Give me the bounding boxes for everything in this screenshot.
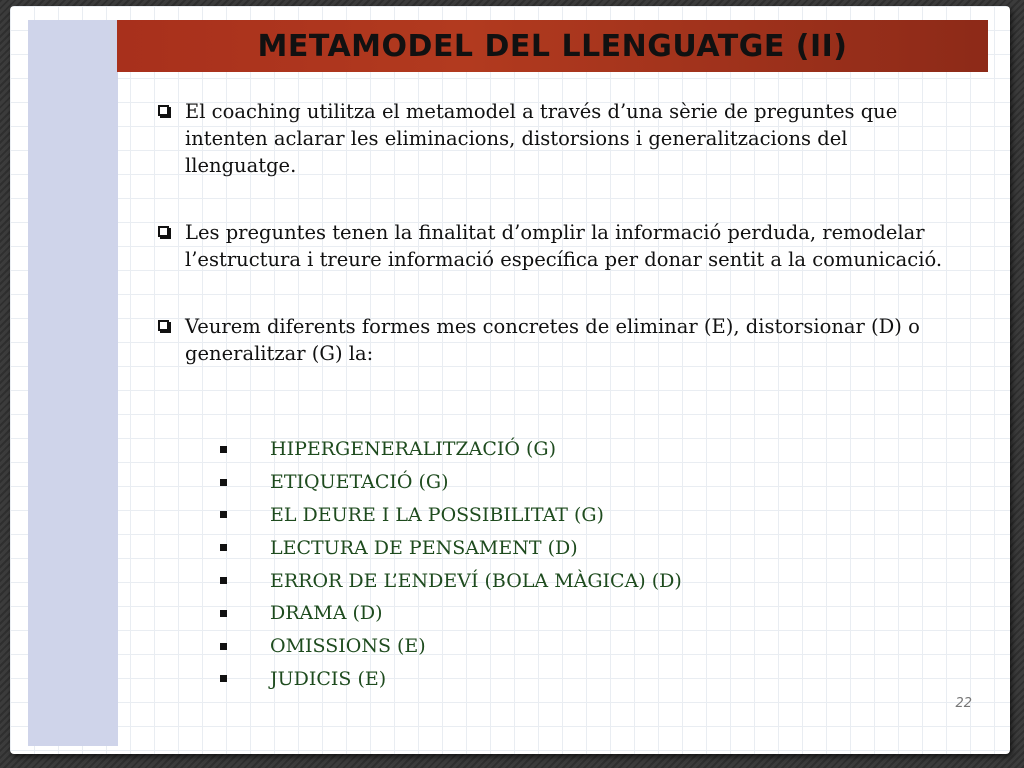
list-item-text: LECTURA DE PENSAMENT (D) (270, 536, 578, 559)
bullet-text: El coaching utilitza el metamodel a través d’una sèrie de preguntes que intenten aclarar les eliminacions, distorsions i generalitzacions del llenguatge. (185, 100, 898, 177)
list-item-text: JUDICIS (E) (270, 667, 387, 690)
checkbox-bullet-icon (158, 320, 169, 331)
list-item-text: EL DEURE I LA POSSIBILITAT (G) (270, 503, 604, 526)
list-item (220, 663, 682, 696)
list-item-text: ETIQUETACIÓ (G) (270, 471, 449, 494)
list-item (220, 433, 682, 466)
checkbox-bullet-icon (158, 105, 169, 116)
list-item (220, 597, 682, 630)
square-bullet-icon (220, 511, 227, 518)
list-item-text: DRAMA (D) (270, 602, 383, 625)
bullet-item (154, 313, 954, 367)
square-bullet-icon (220, 479, 227, 486)
title-bar (117, 20, 988, 72)
sub-bullet-list (220, 433, 682, 695)
square-bullet-icon (220, 446, 227, 453)
list-item (220, 531, 682, 564)
slide (10, 6, 1010, 754)
square-bullet-icon (220, 643, 227, 650)
checkbox-bullet-icon (158, 226, 169, 237)
list-item (220, 630, 682, 663)
list-item (220, 564, 682, 597)
slide-title: METAMODEL DEL LLENGUATGE (II) (257, 28, 848, 64)
bullet-text: Les preguntes tenen la finalitat d’omplir la informació perduda, remodelar l’estructura i treure informació específica per donar sentit a la comunicació. (185, 221, 943, 271)
bullet-text: Veurem diferents formes mes concretes de eliminar (E), distorsionar (D) o generalitzar (G) la: (185, 315, 920, 365)
square-bullet-icon (220, 577, 227, 584)
bullet-item (154, 98, 954, 179)
square-bullet-icon (220, 675, 227, 682)
square-bullet-icon (220, 610, 227, 617)
list-item (220, 499, 682, 532)
list-item-text: OMISSIONS (E) (270, 635, 426, 658)
list-item-text: ERROR DE L’ENDEVÍ (BOLA MÀGICA) (D) (270, 569, 682, 592)
list-item-text: HIPERGENERALITZACIÓ (G) (270, 438, 556, 461)
bullet-list (154, 98, 954, 367)
page-number: 22 (955, 696, 972, 711)
left-accent-band (28, 20, 118, 746)
square-bullet-icon (220, 544, 227, 551)
list-item (220, 466, 682, 499)
bullet-item (154, 219, 954, 273)
